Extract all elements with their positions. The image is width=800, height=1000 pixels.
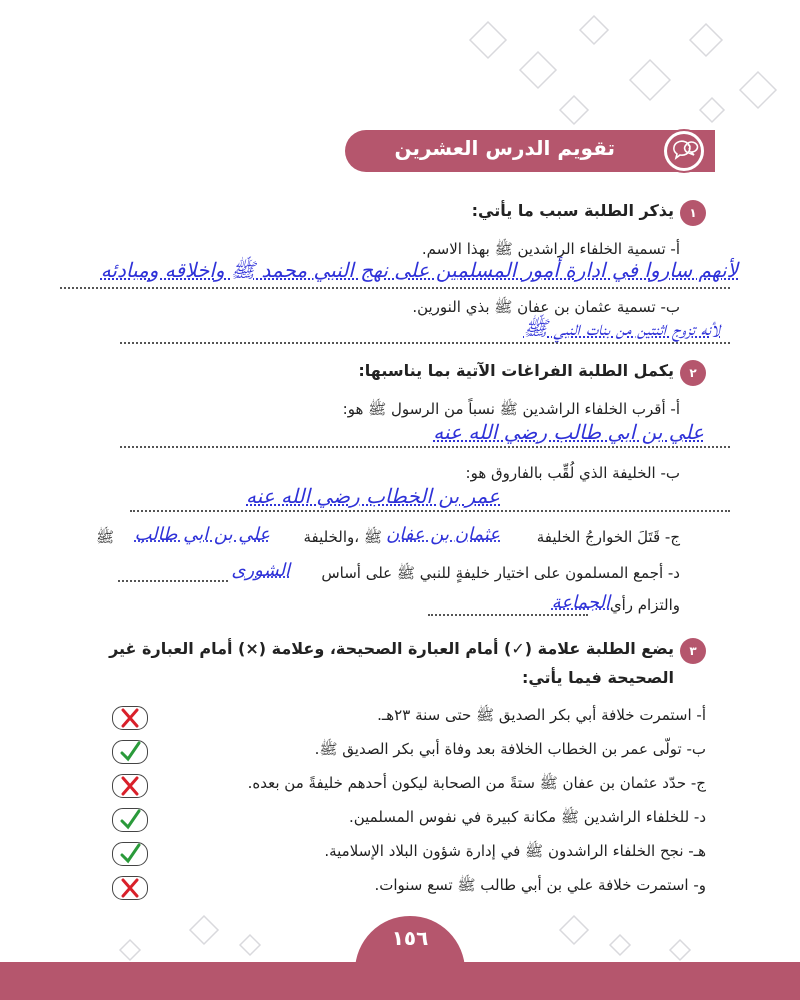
answer-line bbox=[118, 580, 228, 582]
check-mark-icon bbox=[112, 740, 148, 764]
q2-answer-d-1: الشورى bbox=[231, 560, 290, 581]
q2-item-a: أ- أقرب الخلفاء الراشدين ﷺ نسباً من الرسول ﷺ هو: bbox=[342, 400, 680, 418]
question-2-prompt: يكمل الطلبة الفراغات الآتية بما يناسبها: bbox=[358, 361, 674, 380]
answer-line bbox=[130, 510, 730, 512]
answer-line bbox=[60, 287, 730, 289]
check-mark-icon bbox=[112, 808, 148, 832]
cross-mark-icon bbox=[112, 876, 148, 900]
q1-item-a: أ- تسمية الخلفاء الراشدين ﷺ بهذا الاسم. bbox=[421, 240, 680, 258]
question-number-2: ٢ bbox=[680, 360, 706, 386]
question-number-3: ٣ bbox=[680, 638, 706, 664]
q1-answer-b: لأنه تزوج اثنتين من بنات النبي ﷺ bbox=[523, 316, 720, 340]
svg-text:?: ? bbox=[687, 144, 692, 153]
q3-statement: هـ- نجح الخلفاء الراشدون ﷺ في إدارة شؤون البلاد الإسلامية. bbox=[324, 842, 706, 860]
title-banner bbox=[345, 130, 715, 172]
check-mark-icon bbox=[112, 842, 148, 866]
q2-item-c-text-3: ﷺ bbox=[96, 528, 115, 546]
q1-answer-a: لأنهم ساروا في ادارة أمور المسلمين على نهج النبي محمد ﷺ واخلاقه ومبادئه bbox=[100, 258, 738, 282]
q2-item-d-text-2: والتزام رأي bbox=[609, 596, 680, 614]
q2-answer-c-1: عثمان بن عفان bbox=[386, 524, 500, 545]
q1-item-b: ب- تسمية عثمان بن عفان ﷺ بذي النورين. bbox=[412, 298, 680, 316]
question-3-prompt-line-2: الصحيحة فيما يأتي: bbox=[521, 668, 674, 687]
q3-statement: ج- حدّد عثمان بن عفان ﷺ ستةً من الصحابة ليكون أحدهم خليفةً من بعده. bbox=[247, 774, 706, 792]
q3-statement: ب- تولّى عمر بن الخطاب الخلافة بعد وفاة أبي بكر الصديق ﷺ. bbox=[314, 740, 706, 758]
q2-item-d-text: د- أجمع المسلمون على اختيار خليفةٍ للنبي ﷺ على أساس bbox=[321, 564, 680, 582]
cross-mark-icon bbox=[112, 774, 148, 798]
page-number: ١٥٦ bbox=[391, 926, 429, 950]
q2-item-c-text-1: ج- قَتَلَ الخوارجُ الخليفة bbox=[536, 528, 680, 546]
q3-statement: أ- استمرت خلافة أبي بكر الصديق ﷺ حتى سنة ٢٣هـ. bbox=[377, 706, 706, 724]
question-number-1: ١ bbox=[680, 200, 706, 226]
q2-answer-a: علي بن ابي طالب رضي الله عنه bbox=[433, 420, 704, 444]
q2-item-b: ب- الخليفة الذي لُقِّب بالفاروق هو: bbox=[465, 464, 680, 482]
q2-answer-b: عمر بن الخطاب رضي الله عنه bbox=[246, 484, 500, 508]
q2-answer-c-2: علي بن ابي طالب bbox=[134, 524, 270, 545]
q3-statement: و- استمرت خلافة علي بن أبي طالب ﷺ تسع سنوات. bbox=[374, 876, 706, 894]
q3-statement: د- للخلفاء الراشدين ﷺ مكانة كبيرة في نفوس المسلمين. bbox=[348, 808, 706, 826]
question-1-prompt: يذكر الطلبة سبب ما يأتي: bbox=[471, 201, 674, 220]
q2-answer-d-2: الجماعة bbox=[551, 592, 610, 613]
question-3-prompt-line-1: يضع الطلبة علامة (✓) أمام العبارة الصحيحة، وعلامة (×) أمام العبارة غير bbox=[109, 639, 674, 658]
q2-item-c-text-2: ﷺ ،والخليفة bbox=[303, 528, 382, 546]
chat-question-icon bbox=[662, 129, 706, 173]
answer-line bbox=[428, 614, 588, 616]
page-title: تقويم الدرس العشرين bbox=[394, 136, 615, 160]
cross-mark-icon bbox=[112, 706, 148, 730]
answer-line bbox=[120, 446, 730, 448]
